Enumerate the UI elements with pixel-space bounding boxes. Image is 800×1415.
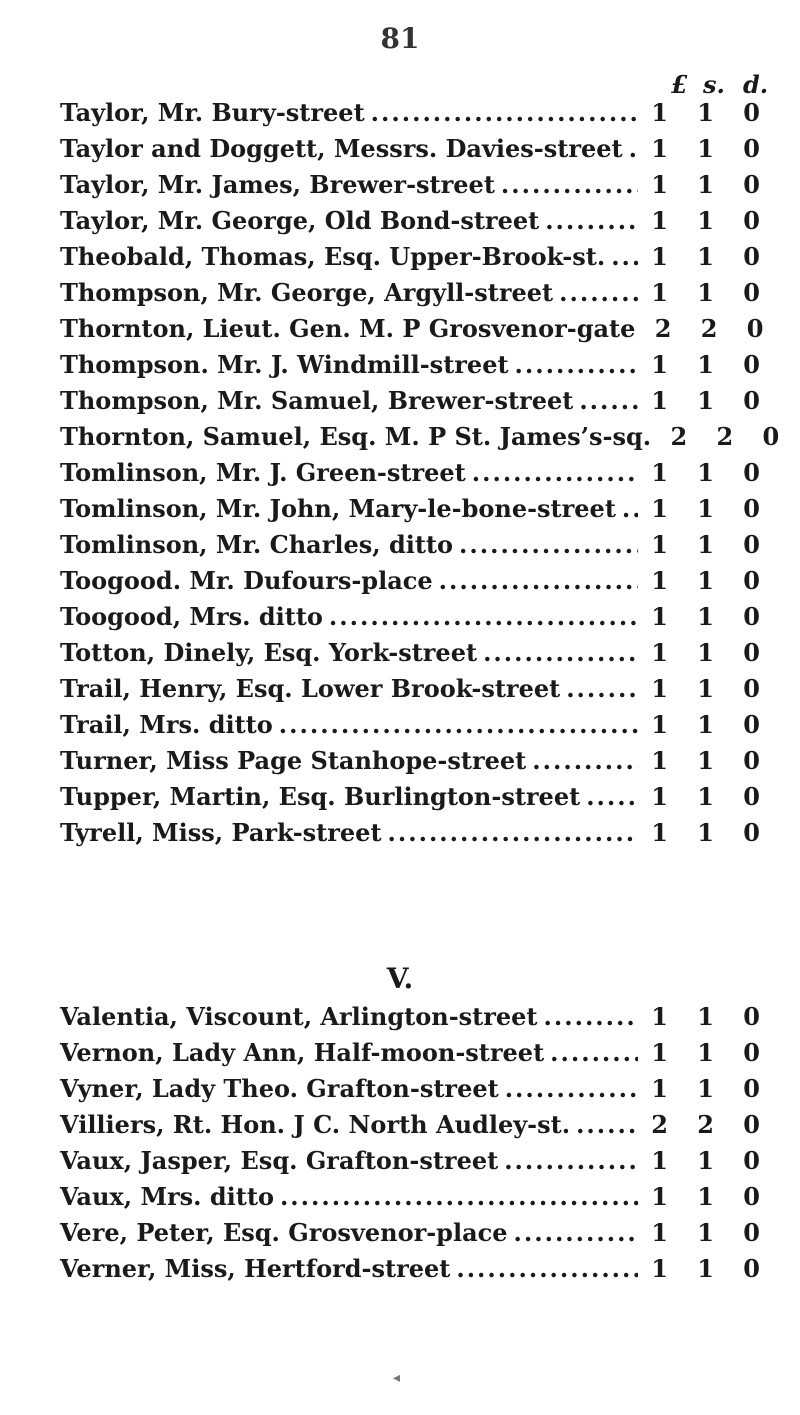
amount-pounds: 1 (651, 674, 668, 703)
subscriber-name: Tyrell, Miss, Park-street (60, 818, 382, 847)
subscriber-name: Thompson, Mr. George, Argyll-street (60, 278, 554, 307)
subscriber-name: Verner, Miss, Hertford-street (60, 1254, 451, 1283)
subscriber-name: Trail, Henry, Esq. Lower Brook-street (60, 674, 561, 703)
amount-shillings: 1 (697, 530, 714, 559)
amount-pounds: 2 (651, 1110, 668, 1139)
list-item (60, 242, 760, 278)
amount-pence: 0 (743, 1218, 760, 1247)
amount-shillings: 1 (697, 1074, 714, 1103)
amount-shillings: 1 (697, 134, 714, 163)
amount-shillings: 1 (697, 1254, 714, 1283)
leader-dots (508, 1218, 638, 1247)
subscriber-name: Taylor and Doggett, Messrs. Davies-street (60, 134, 623, 163)
amount-pounds: 2 (670, 422, 688, 451)
amount-shillings: 2 (697, 1110, 714, 1139)
amount-pence: 0 (743, 530, 760, 559)
subscriber-name: Vernon, Lady Ann, Half-moon-street (60, 1038, 545, 1067)
amount-pence: 0 (743, 1002, 760, 1031)
subscriber-name: Valentia, Viscount, Arlington-street (60, 1002, 538, 1031)
amount-pounds: 1 (651, 1074, 668, 1103)
leader-dots (274, 1182, 638, 1211)
amount-pounds: 1 (651, 1218, 668, 1247)
amount-pounds: 1 (651, 1146, 668, 1175)
amount-shillings: 1 (697, 1038, 714, 1067)
amount-pounds: 1 (651, 602, 668, 631)
list-item (60, 674, 760, 710)
subscriber-name: Vyner, Lady Theo. Grafton-street (60, 1074, 499, 1103)
list-item (60, 782, 760, 818)
amount-shillings: 1 (697, 1002, 714, 1031)
list-item (60, 422, 780, 458)
amount-pence: 0 (743, 1074, 760, 1103)
amount-pounds: 1 (651, 530, 668, 559)
leader-dots (323, 602, 638, 631)
leader-dots (580, 782, 638, 811)
amount-shillings: 1 (697, 386, 714, 415)
leader-dots (616, 494, 638, 523)
amount-shillings: 1 (697, 278, 714, 307)
amount-shillings: 1 (697, 818, 714, 847)
amount-shillings: 1 (697, 350, 714, 379)
leader-dots (382, 818, 638, 847)
leader-dots (498, 1146, 638, 1175)
list-item (60, 638, 760, 674)
leader-dots (509, 350, 638, 379)
amount-shillings: 1 (697, 1146, 714, 1175)
subscriber-name: Vaux, Mrs. ditto (60, 1182, 274, 1211)
amount-pounds: 1 (651, 206, 668, 235)
amount-pence: 0 (743, 98, 760, 127)
amount-shillings: 1 (697, 782, 714, 811)
amount-pence: 0 (743, 782, 760, 811)
ink-mark: ◂ (393, 1370, 401, 1386)
amount-shillings: 2 (716, 422, 734, 451)
amount-shillings: 1 (697, 638, 714, 667)
list-item (60, 818, 760, 854)
amount-pence: 0 (743, 710, 760, 739)
amount-shillings: 1 (697, 1182, 714, 1211)
subscriber-name: Thornton, Lieut. Gen. M. P Grosvenor-gate (60, 314, 636, 343)
leader-dots (605, 242, 638, 271)
amount-pounds: 1 (651, 566, 668, 595)
section-t-list (60, 98, 780, 854)
amount-pounds: 1 (651, 458, 668, 487)
amount-pence: 0 (743, 746, 760, 775)
list-item (60, 530, 760, 566)
amount-pounds: 1 (651, 638, 668, 667)
pounds-column-header: £ (671, 70, 688, 99)
subscriber-name: Thornton, Samuel, Esq. M. P St. James’s-sq. (60, 422, 652, 451)
amount-pence: 0 (743, 278, 760, 307)
subscriber-name: Tomlinson, Mr. Charles, ditto (60, 530, 454, 559)
leader-dots (544, 1038, 638, 1067)
leader-dots (553, 278, 638, 307)
leader-dots (560, 674, 638, 703)
list-item (60, 1218, 760, 1254)
amount-pounds: 1 (651, 386, 668, 415)
list-item (60, 314, 764, 350)
amount-shillings: 1 (697, 1218, 714, 1247)
amount-shillings: 1 (697, 242, 714, 271)
list-item (60, 134, 760, 170)
amount-pence: 0 (743, 638, 760, 667)
amount-pence: 0 (743, 1110, 760, 1139)
section-v-list (60, 1002, 760, 1290)
amount-shillings: 1 (697, 458, 714, 487)
list-item (60, 1002, 760, 1038)
section-v-heading: V. (386, 962, 414, 995)
amount-pence: 0 (746, 314, 764, 343)
leader-dots (623, 134, 638, 163)
amount-shillings: 1 (697, 494, 714, 523)
amount-pence: 0 (743, 386, 760, 415)
amount-pounds: 1 (651, 242, 668, 271)
amount-pence: 0 (743, 458, 760, 487)
pence-column-header: d. (743, 70, 769, 99)
leader-dots (538, 1002, 638, 1031)
amount-pounds: 1 (651, 1182, 668, 1211)
amount-pounds: 1 (651, 278, 668, 307)
list-item (60, 1074, 760, 1110)
amount-shillings: 1 (697, 206, 714, 235)
amount-shillings: 1 (697, 746, 714, 775)
amount-shillings: 1 (697, 98, 714, 127)
list-item (60, 494, 760, 530)
subscriber-name: Theobald, Thomas, Esq. Upper-Brook-st. (60, 242, 606, 271)
amount-pounds: 1 (651, 134, 668, 163)
leader-dots (499, 1074, 638, 1103)
list-item (60, 1254, 760, 1290)
page-number: 81 (380, 22, 420, 55)
amount-pounds: 1 (651, 782, 668, 811)
amount-pence: 0 (743, 674, 760, 703)
shillings-column-header: s. (703, 70, 725, 99)
subscriber-name: Trail, Mrs. ditto (60, 710, 273, 739)
amount-pence: 0 (743, 350, 760, 379)
amount-pence: 0 (743, 1146, 760, 1175)
subscriber-name: Taylor, Mr. George, Old Bond-street (60, 206, 540, 235)
leader-dots (570, 1110, 638, 1139)
subscriber-name: Tupper, Martin, Esq. Burlington-street (60, 782, 581, 811)
amount-pence: 0 (743, 818, 760, 847)
amount-shillings: 1 (697, 710, 714, 739)
leader-dots (539, 206, 638, 235)
subscriber-name: Toogood, Mrs. ditto (60, 602, 323, 631)
amount-pounds: 1 (651, 1002, 668, 1031)
list-item (60, 170, 760, 206)
amount-shillings: 1 (697, 566, 714, 595)
leader-dots (450, 1254, 638, 1283)
list-item (60, 350, 760, 386)
subscriber-name: Toogood. Mr. Dufours-place (60, 566, 433, 595)
leader-dots (526, 746, 638, 775)
amount-shillings: 1 (697, 674, 714, 703)
amount-pounds: 1 (651, 170, 668, 199)
subscriber-name: Taylor, Mr. James, Brewer-street (60, 170, 495, 199)
list-item (60, 1110, 760, 1146)
amount-pounds: 1 (651, 494, 668, 523)
amount-pounds: 1 (651, 98, 668, 127)
list-item (60, 98, 760, 134)
leader-dots (573, 386, 638, 415)
amount-pounds: 2 (654, 314, 672, 343)
amount-pounds: 1 (651, 350, 668, 379)
amount-pence: 0 (743, 1038, 760, 1067)
subscriber-name: Vaux, Jasper, Esq. Grafton-street (60, 1146, 499, 1175)
leader-dots (453, 530, 638, 559)
list-item (60, 1182, 760, 1218)
amount-pence: 0 (743, 566, 760, 595)
subscriber-name: Villiers, Rt. Hon. J C. North Audley-st. (60, 1110, 571, 1139)
list-item (60, 710, 760, 746)
subscriber-name: Totton, Dinely, Esq. York-street (60, 638, 478, 667)
subscriber-name: Tomlinson, Mr. J. Green-street (60, 458, 466, 487)
subscriber-name: Tomlinson, Mr. John, Mary-le-bone-street (60, 494, 616, 523)
amount-pence: 0 (743, 1254, 760, 1283)
list-item (60, 1146, 760, 1182)
leader-dots (273, 710, 638, 739)
amount-pounds: 1 (651, 818, 668, 847)
list-item (60, 1038, 760, 1074)
amount-pence: 0 (762, 422, 780, 451)
list-item (60, 458, 760, 494)
list-item (60, 206, 760, 242)
amount-shillings: 1 (697, 602, 714, 631)
amount-pence: 0 (743, 494, 760, 523)
amount-pounds: 1 (651, 1254, 668, 1283)
list-item (60, 746, 760, 782)
amount-shillings: 2 (700, 314, 718, 343)
amount-shillings: 1 (697, 170, 714, 199)
leader-dots (365, 98, 638, 127)
amount-pounds: 1 (651, 1038, 668, 1067)
amount-pounds: 1 (651, 710, 668, 739)
list-item (60, 278, 760, 314)
subscriber-name: Thompson. Mr. J. Windmill-street (60, 350, 509, 379)
list-item (60, 602, 760, 638)
subscriber-name: Thompson, Mr. Samuel, Brewer-street (60, 386, 574, 415)
amount-pounds: 1 (651, 746, 668, 775)
amount-pence: 0 (743, 170, 760, 199)
leader-dots (495, 170, 638, 199)
amount-pence: 0 (743, 206, 760, 235)
list-item (60, 386, 760, 422)
amount-pence: 0 (743, 134, 760, 163)
subscriber-name: Vere, Peter, Esq. Grosvenor-place (60, 1218, 508, 1247)
leader-dots (466, 458, 638, 487)
subscriber-name: Taylor, Mr. Bury-street (60, 98, 365, 127)
amount-pence: 0 (743, 602, 760, 631)
subscriber-name: Turner, Miss Page Stanhope-street (60, 746, 527, 775)
list-item (60, 566, 760, 602)
leader-dots (433, 566, 638, 595)
amount-pence: 0 (743, 1182, 760, 1211)
leader-dots (477, 638, 638, 667)
amount-pence: 0 (743, 242, 760, 271)
